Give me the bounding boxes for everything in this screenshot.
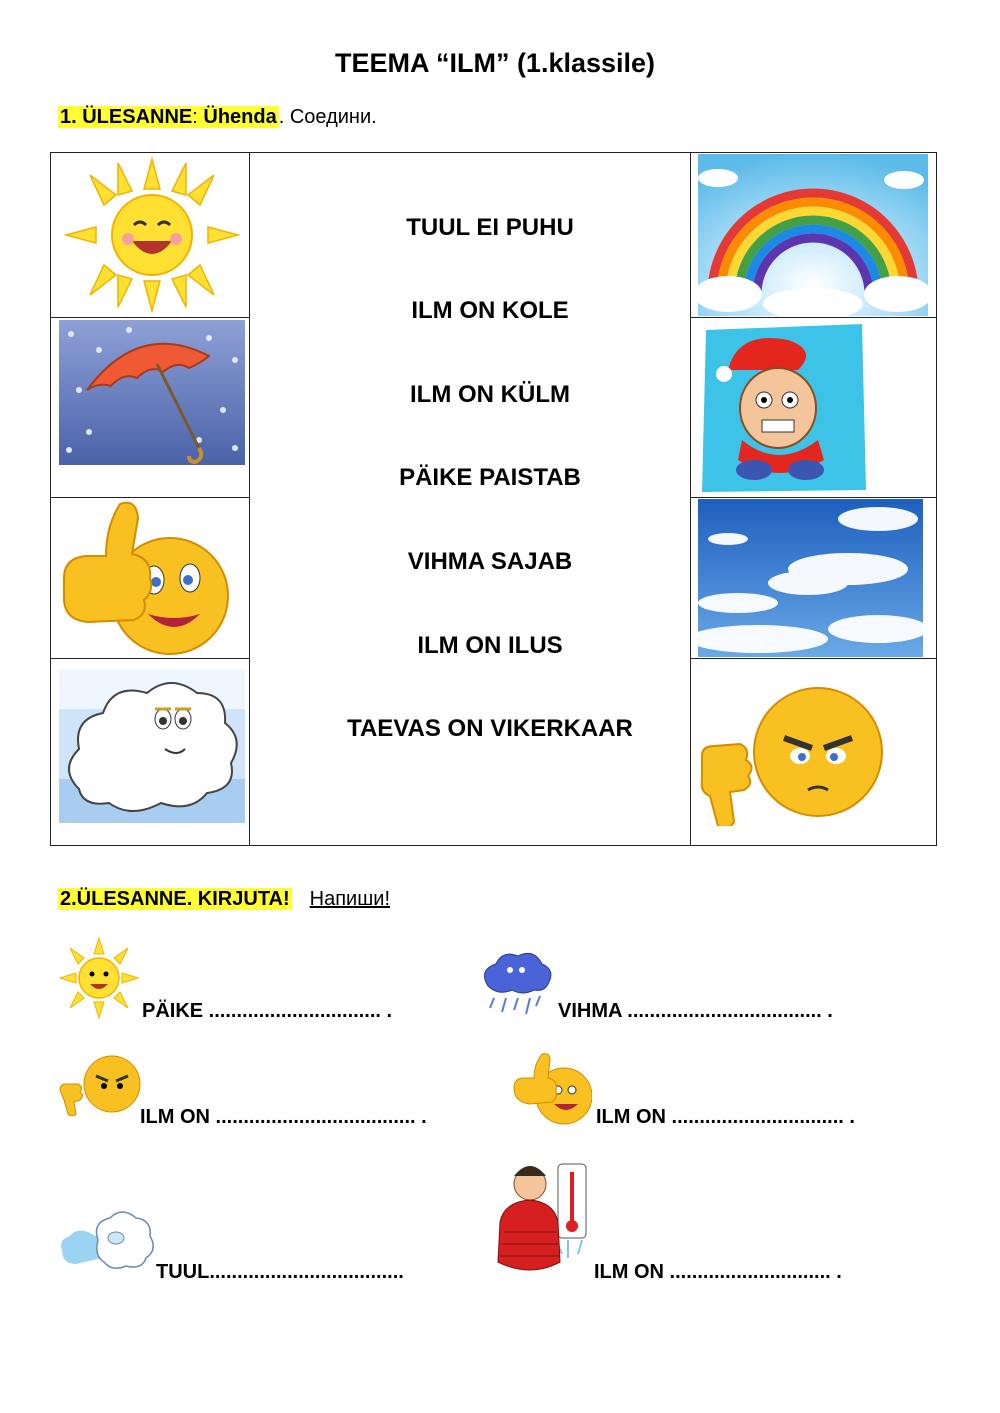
task1-number: 1. ÜLESANNE [60,106,193,128]
task2-instruction-ru: Напиши! [309,888,390,910]
table-border-left [50,152,51,846]
task2-heading [58,888,390,911]
match-word: VIHMA SAJAB [407,548,573,575]
row-line [50,317,250,318]
match-word: ILM ON KÜLM [410,381,570,408]
fill-line: TUUL................................... [156,1261,404,1283]
table-border-top [50,152,937,153]
rain-cloud-icon [478,950,554,1020]
umbrella-rain-icon [59,320,245,465]
task1-instruction-et: Ühenda [203,106,277,128]
thumbs-down-angry-icon [696,686,886,826]
task2-label: 2.ÜLESANNE. KIRJUTA! [60,888,290,910]
wind-cloud-icon [58,1210,154,1284]
task1-instruction-ru: Соедини [289,106,372,128]
row-line [50,658,250,659]
thumbs-up-smiley-icon [58,498,230,656]
row-line [690,497,937,498]
fill-line: PÄIKE ............................... . [142,1000,393,1022]
sun-icon [58,155,246,315]
rainbow-icon [698,154,928,316]
task1-heading [58,106,377,129]
fill-line: ILM ON .................................... . [140,1106,427,1128]
table-border-right [936,152,937,846]
match-word: PÄIKE PAISTAB [399,464,581,491]
fill-line: VIHMA ................................... . [558,1000,833,1022]
blue-sky-clouds-icon [698,499,923,657]
task1-label-highlight [58,106,279,128]
task1-period: . [278,106,285,128]
table-border-bottom [50,845,937,846]
page-title: TEEMA “ILM” (1.klassile) [334,48,656,78]
match-word: TAEVAS ON VIKERKAAR [347,715,633,742]
sun-icon [58,936,140,1020]
task1-colon: : [192,106,198,128]
task1-end: . [371,106,377,128]
match-word: ILM ON ILUS [417,632,563,659]
freezing-man-thermometer-icon [490,1156,594,1278]
match-word: TUUL EI PUHU [406,214,574,241]
fill-line: ILM ON ............................... . [596,1106,855,1128]
match-word: ILM ON KOLE [411,297,569,324]
cloud-face-icon [59,669,245,823]
fill-line: ILM ON ............................. . [594,1261,842,1283]
thumbs-down-angry-icon [58,1054,142,1116]
thumbs-up-smiley-icon [512,1050,592,1128]
